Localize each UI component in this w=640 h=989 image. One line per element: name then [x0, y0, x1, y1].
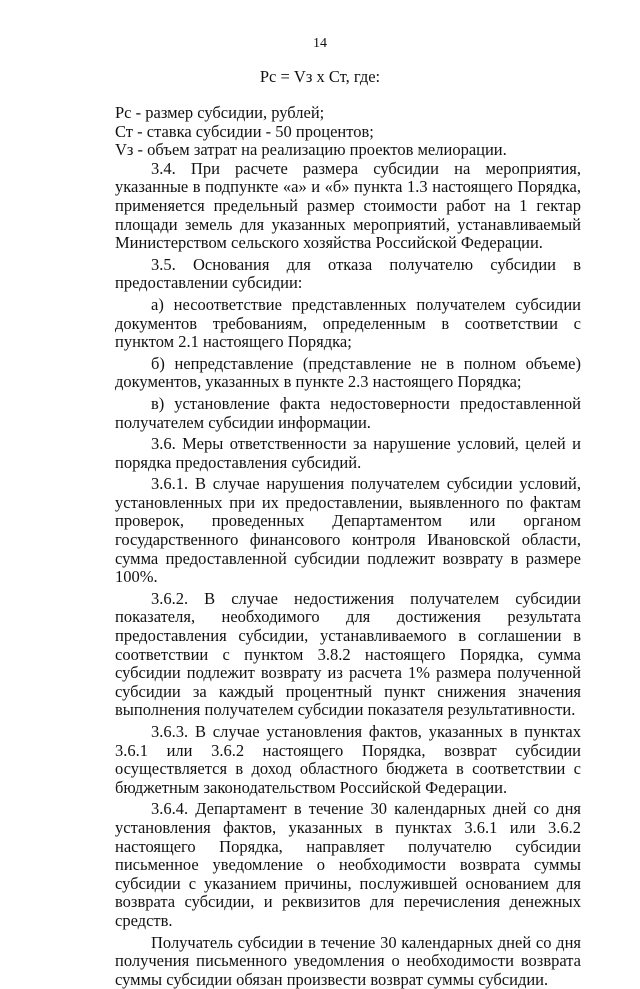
definition-vz: Vз - объем затрат на реализацию проектов мелиорации.: [115, 140, 507, 160]
paragraph-3-6-3: 3.6.3. В случае установления фактов, указанных в пунктах 3.6.1 или 3.6.2 настоящего Порядка, возврат субсидии осуществляется в доход областного бюджета в соответствии с бюджетным законодательством Российской Федерации.: [115, 722, 581, 797]
page-number: 14: [313, 36, 327, 51]
paragraph-3-5-a: а) несоответствие представленных получателем субсидии документов требованиям, определенным в соответствии с пунктом 2.1 настоящего Порядка;: [115, 294, 581, 352]
document-body: [115, 104, 581, 989]
paragraph-3-6-1: 3.6.1. В случае нарушения получателем субсидии условий, установленных при их предоставлении, выявленного по фактам проверок, проведенных Департаментом или органом государственного финансового контроля Ивановской области, сумма предоставленной субсидии подлежит возврату в размере 100%.: [115, 474, 581, 587]
paragraph-3-6-2: 3.6.2. В случае недостижения получателем субсидии показателя, необходимого для достижения результата предоставления субсидии, устанавливаемого в соглашении в соответствии с пунктом 3.8.2 настоящего Порядка, сумма субсидии подлежит возврату из расчета 1% размера полученной субсидии за каждый процентный пункт снижения значения выполнения получателем субсидии показателя результативности.: [115, 588, 581, 720]
paragraph-3-6-4: 3.6.4. Департамент в течение 30 календарных дней со дня установления фактов, указанных в пунктах 3.6.1 или 3.6.2 настоящего Порядка, направляет получателю субсидии письменное уведомление о необходимости возврата суммы субсидии с указанием причины, послужившей основанием для возврата субсидии, и реквизитов для перечисления денежных средств.: [115, 799, 581, 930]
definition-st: Ст - ставка субсидии - 50 процентов;: [115, 121, 374, 141]
definition-rs: Рс - размер субсидии, рублей;: [115, 103, 325, 122]
paragraph-3-6: 3.6. Меры ответственности за нарушение условий, целей и порядка предоставления субсидий.: [115, 434, 581, 472]
subsidy-formula: Рс = Vз х Ст, где:: [259, 67, 381, 86]
paragraph-3-4: 3.4. При расчете размера субсидии на мероприятия, указанные в подпункте «а» и «б» пункта 1.3 настоящего Порядка, применяется предельный размер стоимости работ на 1 гектар площади земель для указанных мероприятий, устанавливаемый Министерством сельского хозяйства Российской Федерации.: [115, 158, 581, 253]
paragraph-3-5-v: в) установление факта недостоверности предоставленной получателем субсидии информации.: [115, 393, 581, 432]
paragraph-3-5: 3.5. Основания для отказа получателю субсидии в предоставлении субсидии:: [115, 254, 581, 293]
paragraph-3-5-b: б) непредставление (представление не в полном объеме) документов, указанных в пункте 2.3 настоящего Порядка;: [115, 353, 581, 392]
paragraph-return-obligation: Получатель субсидии в течение 30 календарных дней со дня получения письменного уведомления о необходимости возврата суммы субсидии обязан произвести возврат суммы субсидии.: [115, 932, 581, 989]
